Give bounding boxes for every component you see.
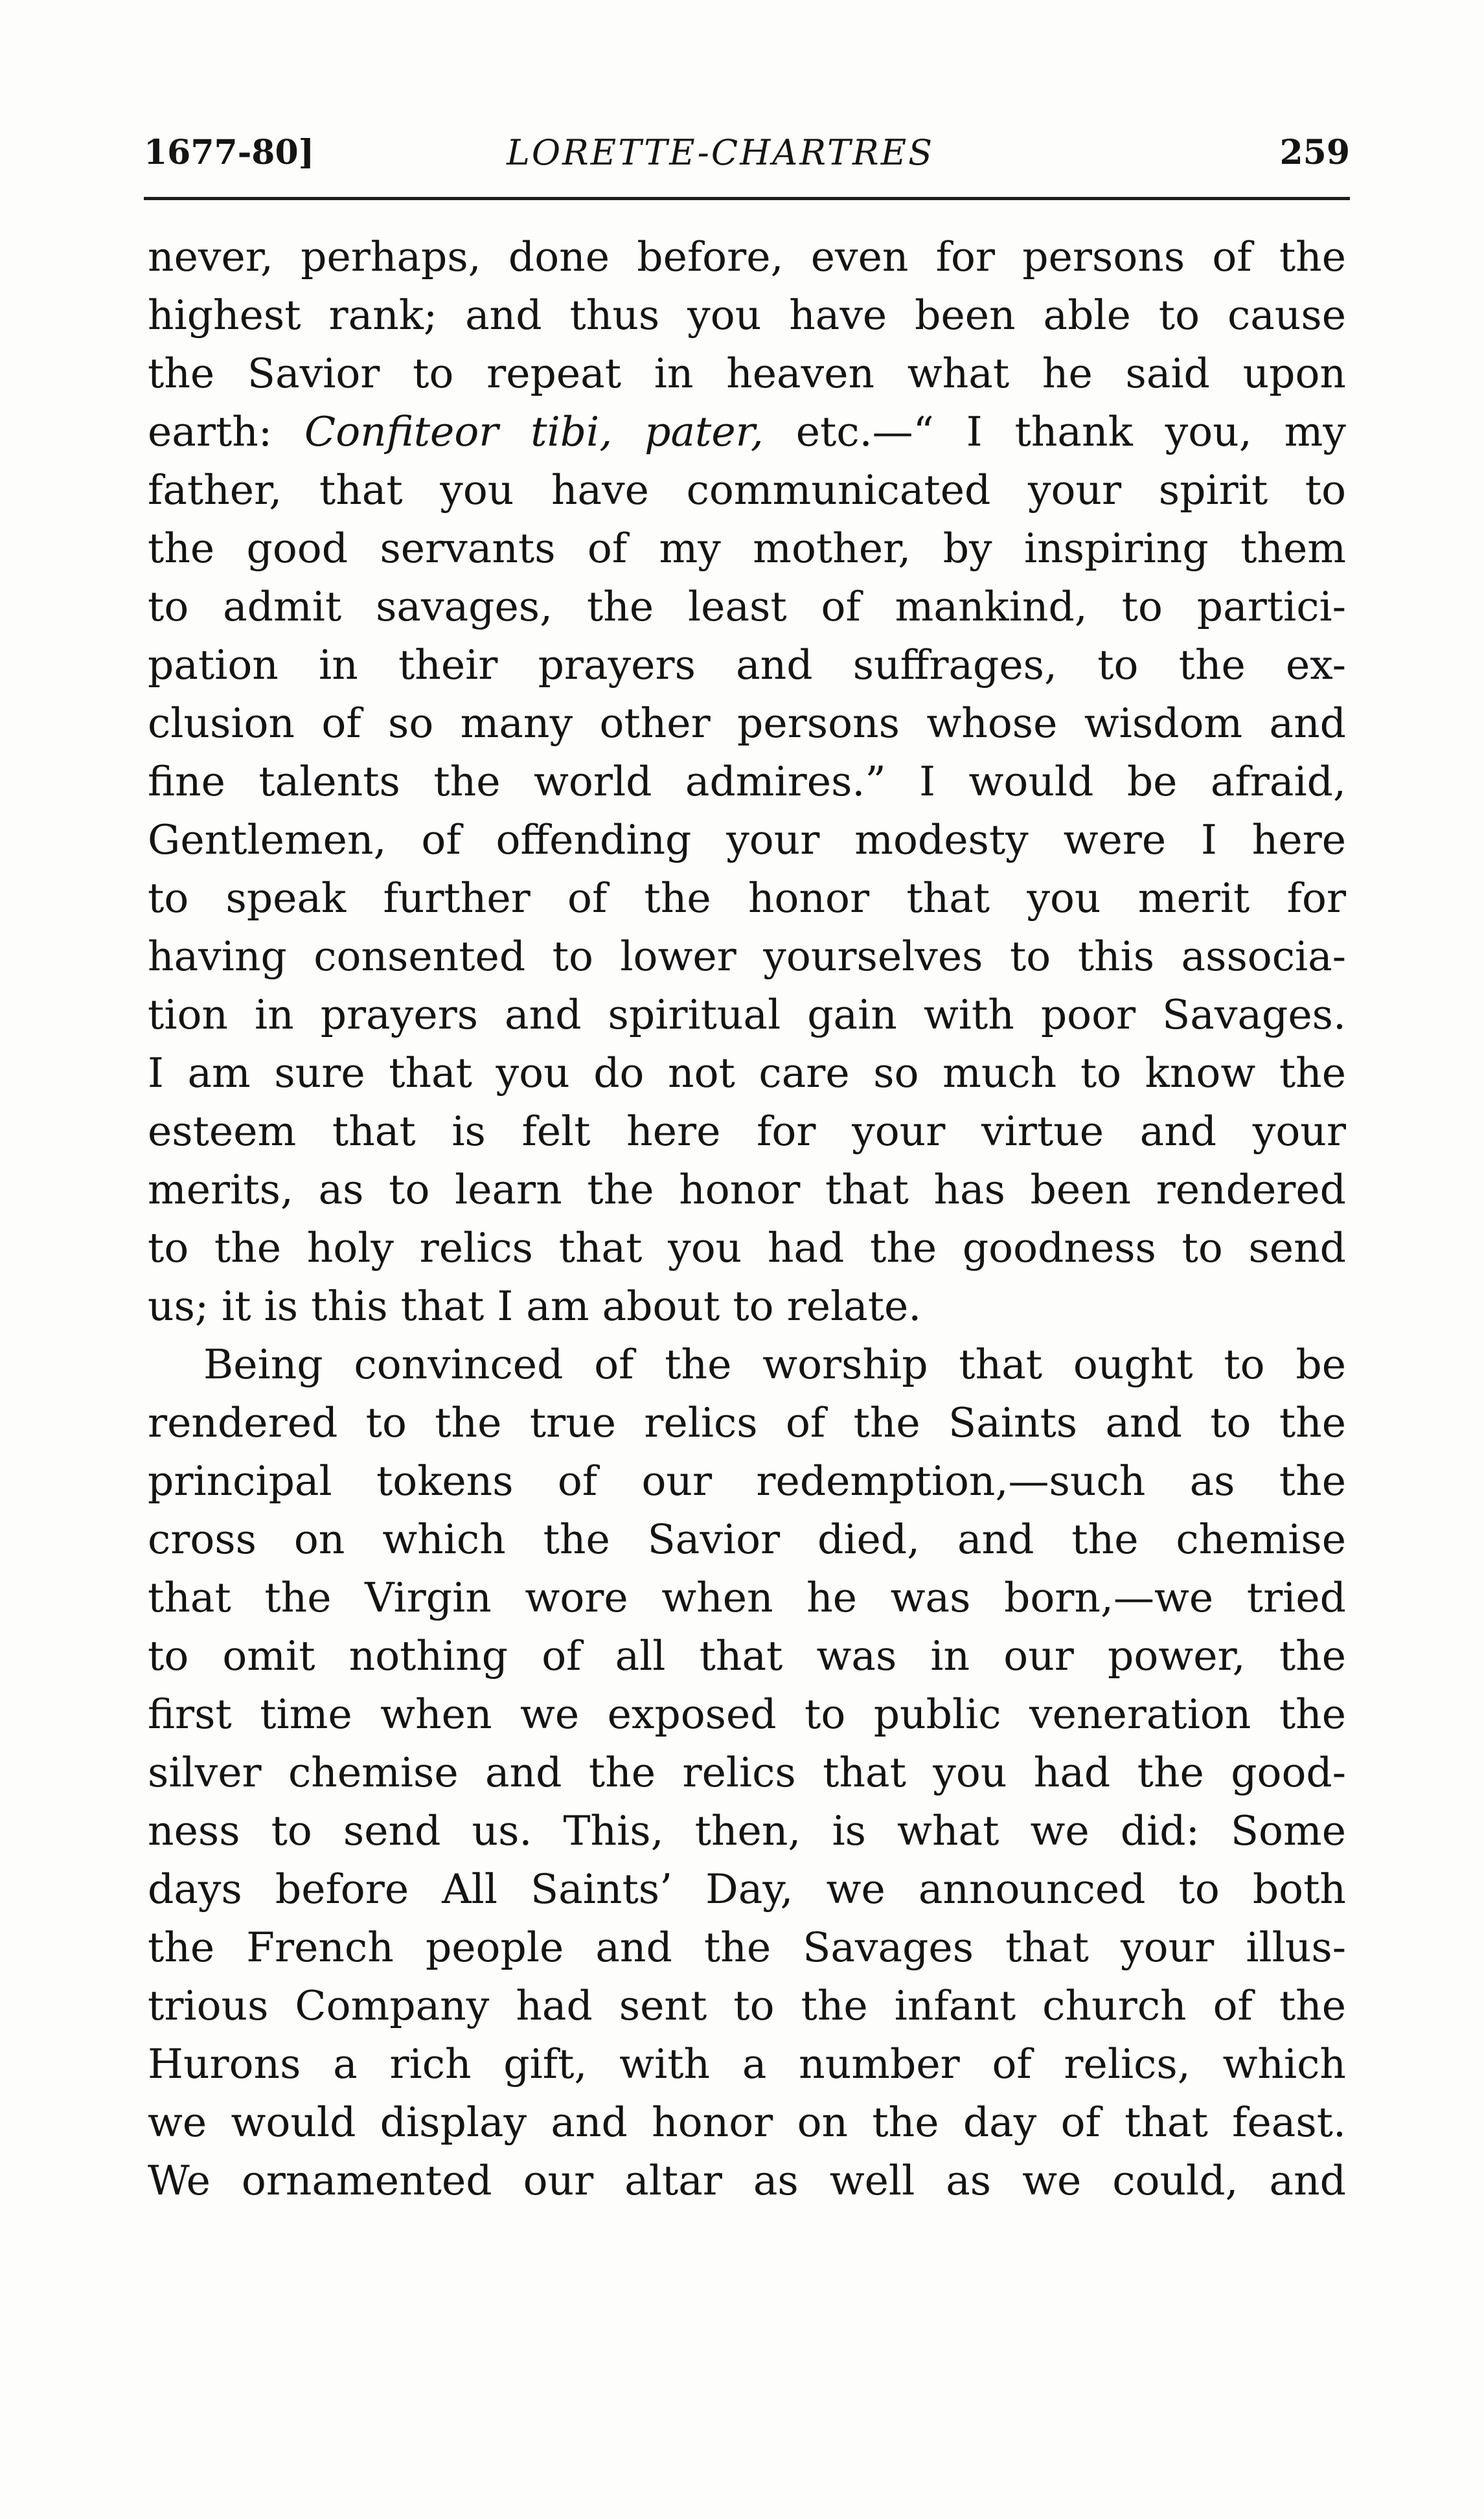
text-line: I am sure that you do not care so much to know the (148, 1049, 1346, 1097)
paragraph-1 (148, 228, 1346, 1336)
text-line: tion in prayers and spiritual gain with poor Savages. (148, 991, 1346, 1038)
text-line: the French people and the Savages that your illus- (148, 1924, 1346, 1971)
header-running-title: LORETTE-CHARTRES (507, 132, 935, 173)
header-rule (144, 197, 1350, 200)
text-line: trious Company had sent to the infant church of the (148, 1982, 1346, 2029)
text-line: merits, as to learn the honor that has been rendered (148, 1166, 1346, 1213)
page-number: 259 (1279, 133, 1350, 172)
text-line: having consented to lower yourselves to this associa- (148, 933, 1346, 980)
text-line: father, that you have communicated your spirit to (148, 466, 1346, 514)
text-line: fine talents the world admires.” I would be afraid, (148, 758, 1346, 805)
text-line: first time when we exposed to public veneration the (148, 1691, 1346, 1738)
text-line: highest rank; and thus you have been able to cause (148, 291, 1346, 339)
text-line: pation in their prayers and suffrages, to the ex- (148, 641, 1346, 689)
text-line: cross on which the Savior died, and the chemise (148, 1516, 1346, 1563)
text-line: We ornamented our altar as well as we could, and (148, 2157, 1346, 2204)
text-line: that the Virgin wore when he was born,—we tried (148, 1574, 1346, 1621)
text-segment: etc.—“ I thank you, my (763, 408, 1346, 455)
text-line: the good servants of my mother, by inspiring them (148, 525, 1346, 572)
text-line: to speak further of the honor that you merit for (148, 874, 1346, 922)
text-line: us; it is this that I am about to relate. (148, 1282, 922, 1330)
text-line: never, perhaps, done before, even for persons of the (148, 233, 1346, 280)
text-line: rendered to the true relics of the Saints and to the (148, 1399, 1346, 1446)
text-line: to admit savages, the least of mankind, to partici- (148, 583, 1346, 630)
text-line: Being convinced of the worship that ought to be (203, 1341, 1346, 1388)
text-line (148, 403, 1346, 461)
text-line: we would display and honor on the day of that feast. (148, 2099, 1346, 2146)
running-header (144, 127, 1350, 179)
text-line: the Savior to repeat in heaven what he said upon (148, 350, 1346, 397)
header-years: 1677-80] (144, 133, 315, 172)
text-line: Hurons a rich gift, with a number of relics, which (148, 2040, 1346, 2088)
text-line: ness to send us. This, then, is what we did: Some (148, 1807, 1346, 1854)
text-line: to omit nothing of all that was in our power, the (148, 1632, 1346, 1680)
text-line: to the holy relics that you had the goodness to send (148, 1224, 1346, 1271)
text-segment: earth: (148, 408, 304, 455)
text-line: clusion of so many other persons whose wisdom and (148, 700, 1346, 747)
body-text (148, 228, 1346, 2210)
text-line: days before All Saints’ Day, we announced to both (148, 1865, 1346, 1913)
text-line: silver chemise and the relics that you had the good- (148, 1749, 1346, 1796)
text-line: esteem that is felt here for your virtue and your (148, 1108, 1346, 1155)
paragraph-2 (148, 1336, 1346, 2210)
latin-quote: Confiteor tibi, pater, (304, 408, 764, 455)
text-line: Gentlemen, of offending your modesty were I here (148, 816, 1346, 863)
text-line: principal tokens of our redemption,—such as the (148, 1457, 1346, 1505)
